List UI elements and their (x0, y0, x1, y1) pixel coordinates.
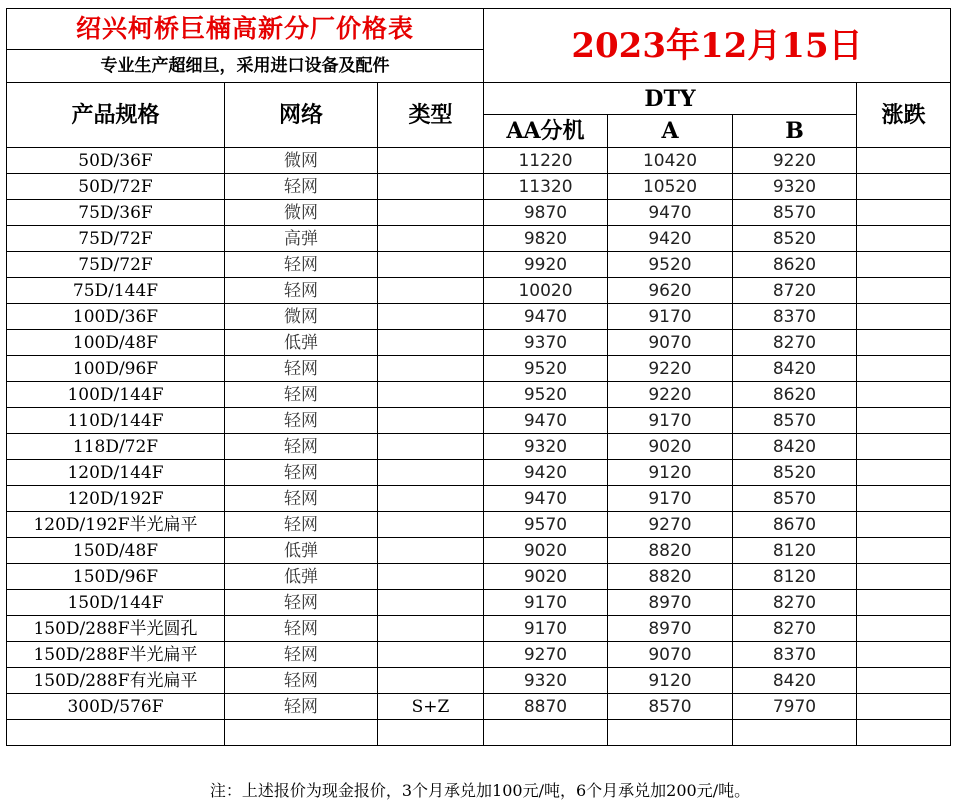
cell-change (857, 174, 951, 200)
cell-price-aa: 9470 (484, 304, 608, 330)
cell-change (857, 460, 951, 486)
cell-price-a: 8970 (608, 616, 733, 642)
cell-type (378, 616, 484, 642)
col-header-dty: DTY (484, 83, 857, 115)
cell-spec: 110D/144F (7, 408, 225, 434)
cell-price-a: 10420 (608, 148, 733, 174)
cell-price-aa: 8870 (484, 694, 608, 720)
table-row (7, 330, 951, 356)
cell-price-aa: 9520 (484, 382, 608, 408)
cell-network: 轻网 (225, 512, 378, 538)
table-row (7, 642, 951, 668)
cell-network: 低弹 (225, 330, 378, 356)
col-header-network: 网络 (225, 83, 378, 148)
cell-change (857, 252, 951, 278)
cell-price-a: 8570 (608, 694, 733, 720)
table-row (7, 226, 951, 252)
cell-change (857, 382, 951, 408)
cell-price-b: 8420 (733, 356, 857, 382)
cell-price-aa: 9420 (484, 460, 608, 486)
table-row (7, 148, 951, 174)
cell-change (857, 200, 951, 226)
cell-network (225, 720, 378, 746)
cell-price-b: 8520 (733, 226, 857, 252)
cell-type (378, 226, 484, 252)
cell-price-b: 8270 (733, 616, 857, 642)
cell-network: 低弹 (225, 538, 378, 564)
cell-price-a: 9220 (608, 356, 733, 382)
cell-type (378, 200, 484, 226)
table-row (7, 668, 951, 694)
cell-type (378, 642, 484, 668)
table-row (7, 720, 951, 746)
cell-type (378, 486, 484, 512)
cell-price-b: 8370 (733, 642, 857, 668)
cell-spec: 120D/192F半光扁平 (7, 512, 225, 538)
cell-price-aa: 11320 (484, 174, 608, 200)
cell-price-b: 8620 (733, 382, 857, 408)
cell-change (857, 226, 951, 252)
cell-spec: 75D/144F (7, 278, 225, 304)
cell-network: 轻网 (225, 408, 378, 434)
cell-type (378, 590, 484, 616)
col-header-type: 类型 (378, 83, 484, 148)
cell-spec: 118D/72F (7, 434, 225, 460)
cell-type (378, 382, 484, 408)
cell-price-aa: 9470 (484, 408, 608, 434)
cell-change (857, 148, 951, 174)
table-row (7, 356, 951, 382)
cell-price-a: 8970 (608, 590, 733, 616)
cell-price-a: 9470 (608, 200, 733, 226)
cell-price-b: 7970 (733, 694, 857, 720)
table-row (7, 408, 951, 434)
cell-price-b: 8420 (733, 668, 857, 694)
cell-change (857, 356, 951, 382)
cell-type (378, 174, 484, 200)
table-row (7, 538, 951, 564)
table-row (7, 460, 951, 486)
cell-price-b: 9220 (733, 148, 857, 174)
cell-price-aa: 9370 (484, 330, 608, 356)
cell-change (857, 616, 951, 642)
cell-price-aa: 9320 (484, 434, 608, 460)
cell-change (857, 694, 951, 720)
cell-type (378, 330, 484, 356)
cell-network: 轻网 (225, 460, 378, 486)
cell-network: 轻网 (225, 382, 378, 408)
cell-price-aa: 9270 (484, 642, 608, 668)
cell-spec: 50D/36F (7, 148, 225, 174)
table-row (7, 304, 951, 330)
cell-price-a (608, 720, 733, 746)
cell-price-aa: 9020 (484, 564, 608, 590)
cell-price-a: 9070 (608, 642, 733, 668)
cell-network: 轻网 (225, 278, 378, 304)
cell-spec: 120D/192F (7, 486, 225, 512)
cell-spec: 75D/72F (7, 226, 225, 252)
cell-price-a: 9520 (608, 252, 733, 278)
cell-price-b: 8270 (733, 330, 857, 356)
cell-price-aa: 9870 (484, 200, 608, 226)
cell-type (378, 408, 484, 434)
cell-change (857, 720, 951, 746)
table-row (7, 486, 951, 512)
cell-type (378, 304, 484, 330)
cell-type (378, 460, 484, 486)
cell-type: S+Z (378, 694, 484, 720)
cell-spec (7, 720, 225, 746)
table-row (7, 174, 951, 200)
cell-price-b: 8720 (733, 278, 857, 304)
cell-change (857, 434, 951, 460)
table-row (7, 382, 951, 408)
cell-network: 低弹 (225, 564, 378, 590)
cell-spec: 150D/288F有光扁平 (7, 668, 225, 694)
cell-change (857, 590, 951, 616)
cell-price-a: 9170 (608, 486, 733, 512)
cell-change (857, 564, 951, 590)
cell-price-aa: 9320 (484, 668, 608, 694)
cell-change (857, 512, 951, 538)
cell-price-aa: 9170 (484, 590, 608, 616)
cell-network: 微网 (225, 304, 378, 330)
cell-price-b: 8570 (733, 200, 857, 226)
cell-change (857, 278, 951, 304)
cell-type (378, 668, 484, 694)
cell-price-aa: 9820 (484, 226, 608, 252)
cell-spec: 50D/72F (7, 174, 225, 200)
cell-network: 轻网 (225, 616, 378, 642)
cell-price-a: 9120 (608, 668, 733, 694)
cell-spec: 75D/72F (7, 252, 225, 278)
cell-network: 轻网 (225, 590, 378, 616)
cell-price-aa: 11220 (484, 148, 608, 174)
table-row (7, 590, 951, 616)
cell-price-a: 9620 (608, 278, 733, 304)
cell-price-aa: 10020 (484, 278, 608, 304)
cell-spec: 150D/48F (7, 538, 225, 564)
cell-price-a: 8820 (608, 564, 733, 590)
cell-price-a: 9070 (608, 330, 733, 356)
cell-price-a: 9170 (608, 408, 733, 434)
cell-price-a: 9420 (608, 226, 733, 252)
cell-price-a: 9170 (608, 304, 733, 330)
cell-type (378, 564, 484, 590)
cell-change (857, 304, 951, 330)
cell-spec: 150D/288F半光圆孔 (7, 616, 225, 642)
cell-type (378, 434, 484, 460)
cell-type (378, 278, 484, 304)
cell-spec: 100D/144F (7, 382, 225, 408)
table-row (7, 434, 951, 460)
cell-spec: 150D/288F半光扁平 (7, 642, 225, 668)
cell-price-aa: 9570 (484, 512, 608, 538)
cell-change (857, 408, 951, 434)
cell-price-b: 8270 (733, 590, 857, 616)
col-header-a: A (608, 115, 733, 148)
cell-spec: 120D/144F (7, 460, 225, 486)
table-row (7, 564, 951, 590)
cell-type (378, 148, 484, 174)
cell-network: 轻网 (225, 174, 378, 200)
col-header-b: B (733, 115, 857, 148)
cell-network: 微网 (225, 200, 378, 226)
table-row (7, 278, 951, 304)
cell-spec: 100D/48F (7, 330, 225, 356)
cell-type (378, 538, 484, 564)
table-row (7, 200, 951, 226)
cell-price-a: 9120 (608, 460, 733, 486)
footnote: 注：上述报价为现金报价，3个月承兑加100元/吨，6个月承兑加200元/吨。 (209, 781, 751, 800)
cell-type (378, 252, 484, 278)
cell-price-b: 8620 (733, 252, 857, 278)
cell-spec: 100D/96F (7, 356, 225, 382)
cell-price-aa: 9920 (484, 252, 608, 278)
cell-change (857, 330, 951, 356)
cell-price-b: 8670 (733, 512, 857, 538)
cell-change (857, 538, 951, 564)
cell-price-aa: 9520 (484, 356, 608, 382)
cell-network: 高弹 (225, 226, 378, 252)
cell-price-b: 8570 (733, 486, 857, 512)
cell-network: 轻网 (225, 356, 378, 382)
cell-price-b: 8570 (733, 408, 857, 434)
price-date: 2023年12月15日 (484, 9, 951, 83)
cell-type (378, 512, 484, 538)
cell-price-b: 8520 (733, 460, 857, 486)
page-title: 绍兴柯桥巨楠高新分厂价格表 (7, 9, 484, 50)
cell-spec: 300D/576F (7, 694, 225, 720)
table-row (7, 616, 951, 642)
col-header-aa: AA分机 (484, 115, 608, 148)
cell-type (378, 356, 484, 382)
cell-network: 轻网 (225, 668, 378, 694)
table-row (7, 694, 951, 720)
col-header-spec: 产品规格 (7, 83, 225, 148)
cell-type (378, 720, 484, 746)
cell-price-a: 8820 (608, 538, 733, 564)
cell-price-aa: 9470 (484, 486, 608, 512)
cell-price-a: 9020 (608, 434, 733, 460)
cell-price-a: 10520 (608, 174, 733, 200)
cell-change (857, 668, 951, 694)
cell-network: 轻网 (225, 694, 378, 720)
cell-price-b: 8120 (733, 564, 857, 590)
cell-price-b: 8420 (733, 434, 857, 460)
cell-network: 轻网 (225, 252, 378, 278)
price-table (6, 8, 951, 746)
cell-network: 轻网 (225, 642, 378, 668)
col-header-change: 涨跌 (857, 83, 951, 148)
page-subtitle: 专业生产超细旦，采用进口设备及配件 (7, 50, 484, 83)
cell-price-b: 8120 (733, 538, 857, 564)
cell-price-aa: 9170 (484, 616, 608, 642)
cell-price-a: 9220 (608, 382, 733, 408)
table-row (7, 252, 951, 278)
cell-price-a: 9270 (608, 512, 733, 538)
cell-price-b: 8370 (733, 304, 857, 330)
cell-price-b (733, 720, 857, 746)
table-row (7, 512, 951, 538)
cell-spec: 100D/36F (7, 304, 225, 330)
cell-network: 轻网 (225, 434, 378, 460)
cell-price-b: 9320 (733, 174, 857, 200)
cell-network: 轻网 (225, 486, 378, 512)
cell-change (857, 642, 951, 668)
cell-network: 微网 (225, 148, 378, 174)
cell-price-aa: 9020 (484, 538, 608, 564)
cell-change (857, 486, 951, 512)
cell-price-aa (484, 720, 608, 746)
cell-spec: 150D/144F (7, 590, 225, 616)
cell-spec: 150D/96F (7, 564, 225, 590)
cell-spec: 75D/36F (7, 200, 225, 226)
